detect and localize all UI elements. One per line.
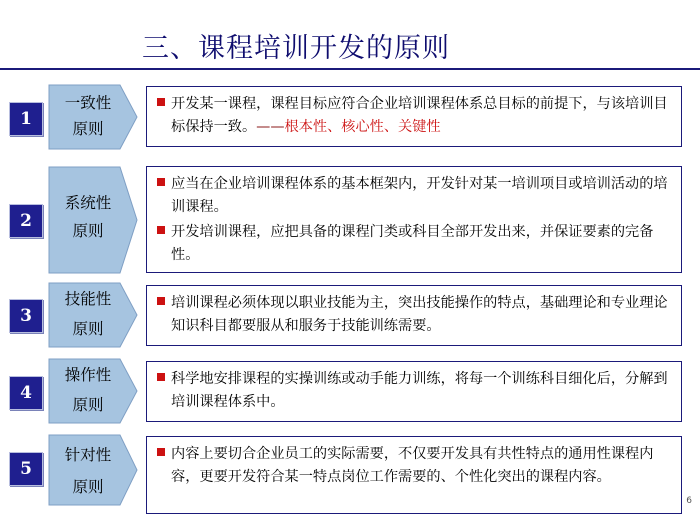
description-paragraph <box>157 368 671 413</box>
principle-label-arrow <box>48 282 138 348</box>
bullet-square-icon <box>157 373 165 381</box>
principle-label-line1: 技能性 <box>64 290 112 308</box>
principle-label-line2: 原则 <box>72 396 104 414</box>
principle-description-box <box>146 166 682 273</box>
principle-label-arrow <box>48 166 138 274</box>
description-dash: —— <box>256 118 285 135</box>
bullet-square-icon <box>157 297 165 305</box>
bullet-square-icon <box>157 226 165 234</box>
page-title: 三、课程培训开发的原则 <box>142 33 450 64</box>
principle-label-arrow <box>48 434 138 506</box>
principle-label-line1: 针对性 <box>64 446 112 464</box>
principle-number-badge: 4 <box>9 376 43 410</box>
description-paragraph <box>157 93 671 138</box>
principle-label-line2: 原则 <box>72 478 104 496</box>
description-text: 开发培训课程，应把具备的课程门类或科目全部开发出来，并保证要素的完备性。 <box>171 224 654 263</box>
bullet-square-icon <box>157 178 165 186</box>
principle-label-line1: 系统性 <box>64 194 112 212</box>
principle-label-arrow <box>48 358 138 424</box>
description-text: 培训课程必须体现以职业技能为主，突出技能操作的特点，基础理论和专业理论知识科目都要服从和服务于技能训练需要。 <box>171 295 668 334</box>
description-paragraph <box>157 292 671 337</box>
principle-label-line1: 一致性 <box>64 94 112 112</box>
principle-number-badge: 3 <box>9 299 43 333</box>
description-highlight: 根本性、核心性、关键性 <box>284 118 441 135</box>
principle-description-box <box>146 361 682 422</box>
description-paragraph <box>157 221 671 266</box>
title-divider <box>0 68 700 70</box>
bullet-square-icon <box>157 98 165 106</box>
description-text: 科学地安排课程的实操训练或动手能力训练，将每一个训练科目细化后，分解到培训课程体系中。 <box>171 371 668 410</box>
description-text: 内容上要切合企业员工的实际需要，不仅要开发具有共性特点的通用性课程内容，更要开发符合某一特点岗位工作需要的、个性化突出的课程内容。 <box>171 446 654 485</box>
principle-label-line2: 原则 <box>72 120 104 138</box>
principle-number-badge: 1 <box>9 102 43 136</box>
page-number: 6 <box>686 496 692 506</box>
principle-number-badge: 2 <box>9 204 43 238</box>
principle-description-box <box>146 285 682 346</box>
description-text: 开发某一课程，课程目标应符合企业培训课程体系总目标的前提下，与该培训目标保持一致。 <box>171 96 668 135</box>
principle-label-line2: 原则 <box>72 222 104 240</box>
bullet-square-icon <box>157 448 165 456</box>
description-text: 应当在企业培训课程体系的基本框架内，开发针对某一培训项目或培训活动的培训课程。 <box>171 176 668 215</box>
principle-description-box <box>146 436 682 514</box>
principle-description-box <box>146 86 682 147</box>
description-paragraph <box>157 443 671 488</box>
principle-label-line1: 操作性 <box>64 366 112 384</box>
principle-label-line2: 原则 <box>72 320 104 338</box>
principle-number-badge: 5 <box>9 452 43 486</box>
principle-label-arrow <box>48 84 138 150</box>
description-paragraph <box>157 173 671 218</box>
